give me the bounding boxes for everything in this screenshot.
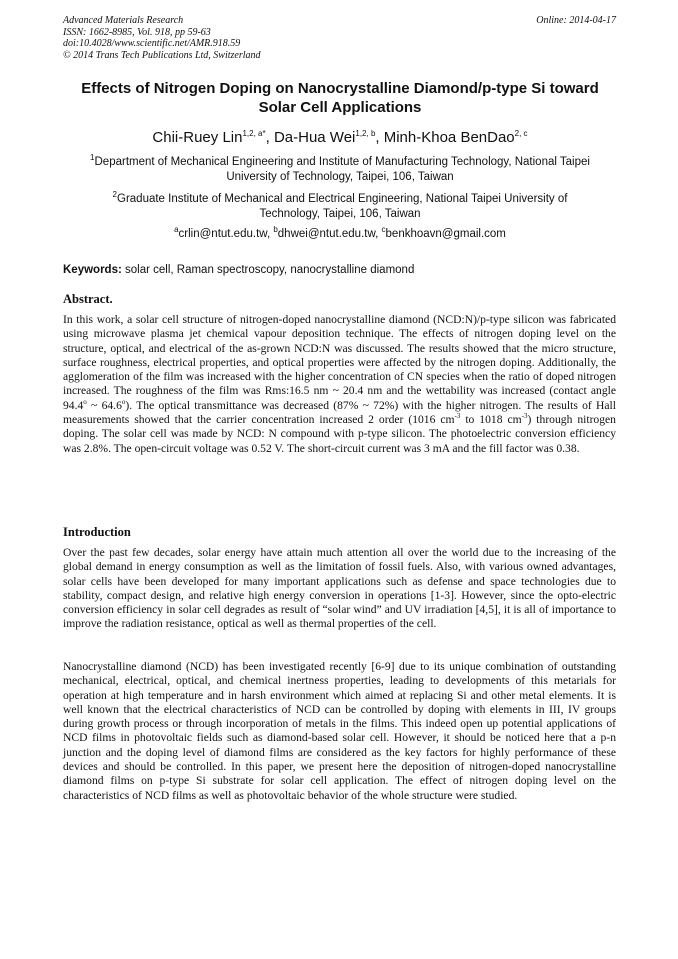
author-name: Minh-Khoa BenDao bbox=[383, 129, 515, 146]
author-list bbox=[30, 128, 650, 148]
affiliation-1 bbox=[50, 155, 630, 185]
email-address[interactable]: crlin@ntut.edu.tw bbox=[178, 228, 267, 240]
abstract-text: In this work, a solar cell structure of nitrogen-doped nanocrystalline diamond (NCD:N)/p-type silicon was fabricated using microwave plasma jet chemical vapour deposition technique. The effects of nitrogen doping level on the structure, optical, and electrical of the as-grown NCD:N was discussed. The results showed that the micro structure, surface roughness, electrical properties, and optical properties were affected by the nitrogen doping. Additionally, the agglomeration of the film was increased with the higher concentration of CN species when the ratio of doped nitrogen increased. The roughness of the film was Rms:16.5 nm ~ 20.4 nm and the wettability was increased (contact angle 94.4$^o$ ~ 64.6$^o$). The optical transmittance was decreased (87% ~ 72%) with the higher nitrogen. The results of Hall measurements showed that the carrier concentration increased 2 order (1016 $cm^{-3}$ to 1018 $cm^{-3}$) through nitrogen doping. The solar cell was made by NCD: N compound with p-type silicon. The photoelectric conversion efficiency was 2.8%. The open-circuit voltage was 0.52 V. The short-circuit current was 3 mA and the fill factor was 0.38. bbox=[63, 313, 617, 455]
introduction-paragraph-2: Nanocrystalline diamond (NCD) has been investigated recently [6-9] due to its unique combination of outstanding mechanical, electrical, optical, and chemical inertness properties, leading to developments of this metarials for operation at high temperature and in harsh environment which aimed at replacing Si and other metal elements. It is well known that the electrical characteristics of NCD can be controlled by doping with elements in III, IV groups during growth process or through incorporation of metals in the films. This indeed open up potential applications of NCD films in photovoltaic fields such as diamond-based solar cell. However, it should be noticed here that a p-n junction and the doping level of diamond films are considered as the key factors for highly performance of these devices and should be controlled. In this paper, we present here the deposition of nitrogen-doped nanocrystalline diamond films on p-type Si substrate for solar cell application. The effect of nitrogen doping level on the characteristics of NCD films as well as photovoltaic behavior of the whole structure were studied. bbox=[63, 660, 616, 802]
abstract-heading: Abstract. bbox=[63, 292, 113, 306]
journal-issn: ISSN: 1662-8985, Vol. 918, pp 59-63 bbox=[63, 26, 211, 38]
introduction-heading: Introduction bbox=[63, 525, 131, 539]
paper-title bbox=[50, 79, 630, 117]
author-affiliation-mark: 1,2, b bbox=[355, 129, 376, 138]
affiliation-line: $^2$Graduate Institute of Mechanical and Electrical Engineering, National Taipei University of bbox=[112, 190, 568, 205]
author-affiliation-mark: 2, c bbox=[514, 129, 528, 138]
paper-title-line-1: Effects of Nitrogen Doping on Nanocrystalline Diamond/p-type Si toward bbox=[81, 80, 599, 97]
author-affiliation-mark: 1,2, a* bbox=[242, 129, 266, 138]
author-name: Da-Hua Wei bbox=[273, 129, 356, 146]
author-emails: $^a$crlin@ntut.edu.tw, $^b$dhwei@ntut.edu.tw, $^c$benkhoavn@gmail.com bbox=[174, 225, 506, 240]
email-address[interactable]: dhwei@ntut.edu.tw bbox=[277, 228, 376, 240]
affiliation-2 bbox=[50, 192, 630, 222]
affiliation-line: Technology, Taipei, 106, Taiwan bbox=[259, 208, 421, 220]
author-separator: , bbox=[265, 129, 274, 146]
journal-doi: doi:10.4028/www.scientific.net/AMR.918.59 bbox=[63, 38, 241, 49]
affiliation-number: 2 bbox=[112, 190, 117, 200]
email-mark: b bbox=[273, 225, 278, 235]
affiliation-line: $^1$Department of Mechanical Engineering and Institute of Manufacturing Technology, National Taipei bbox=[90, 153, 590, 168]
keywords-text: solar cell, Raman spectroscopy, nanocrystalline diamond bbox=[125, 264, 415, 276]
journal-header bbox=[63, 15, 616, 61]
email-address[interactable]: benkhoavn@gmail.com bbox=[385, 228, 506, 240]
keywords bbox=[63, 263, 618, 278]
online-date: Online: 2014-04-17 bbox=[536, 15, 616, 26]
author-separator: , bbox=[375, 129, 384, 146]
introduction-paragraph-1: Over the past few decades, solar energy have attain much attention all over the world due to the increasing of the global demand in energy consumption as well as the limitation of fossil fuels. Also, with various owned advantages, solar cells have been developed for many important applications such as defense and space technologies due to stability, compact design, and relative high energy conversion in operations [1-3]. However, since the opto-electric conversion efficiency in solar cell degrades as result of “solar wind” and UV irradiation [4,5], it is all of importance to improve the radiation resistance, optical as well as thermal properties of the cell. bbox=[63, 546, 616, 631]
paper-title-line-2: Solar Cell Applications bbox=[258, 99, 422, 116]
journal-name: Advanced Materials Research bbox=[63, 15, 184, 26]
affiliation-number: 1 bbox=[90, 153, 95, 163]
journal-copyright: © 2014 Trans Tech Publications Ltd, Switzerland bbox=[63, 49, 261, 61]
email-mark: a bbox=[174, 225, 179, 235]
email-mark: c bbox=[381, 225, 386, 235]
author-name: Chii-Ruey Lin bbox=[152, 129, 243, 146]
affiliation-line: University of Technology, Taipei, 106, Taiwan bbox=[226, 171, 454, 183]
keywords-label: Keywords: bbox=[63, 264, 122, 276]
